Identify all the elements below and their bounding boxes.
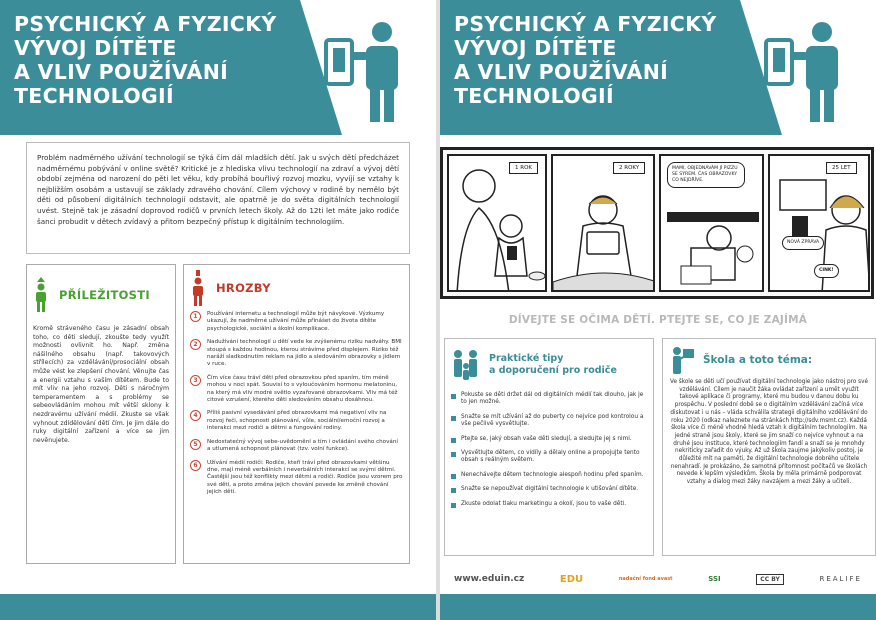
person-phone-icon	[760, 18, 860, 128]
opportunities-heading: PŘÍLEŽITOSTI	[59, 288, 150, 302]
logo-edu: EDU	[559, 573, 584, 585]
speech-bubble: MAMI, OBJEDNÁVÁM JÍ PIZZU SE SÝREM. ČAS OBRAZOVKY CO NEJDŘÍVE.	[667, 162, 745, 188]
website-link[interactable]: www.eduin.cz	[454, 574, 525, 584]
comic-illustration	[553, 156, 655, 292]
comic-illustration	[449, 156, 547, 292]
threat-item: 6 Užívání médií rodiči: Rodiče, kteří tráví před obrazovkami většinu dne, mají méně verbálních i neverbálních interakcí se svými dětmi. Častější jsou též konflikty mezi dětmi a rodiči. Rodiče jsou vzorem pro své děti, a proto změna jejich chování povede ke změně chování jejich dětí.	[190, 460, 403, 497]
left-page	[0, 0, 436, 620]
threat-item: 1 Používání internetu a technologií může být návykové. Výzkumy ukazují, že nadměrné užívání může přinášet do života dítěte psychologické, sociální a školní komplikace.	[190, 311, 403, 333]
threat-item: 5 Nedostatečný vývoj sebe-uvědomění a tím i ovládání svého chování a utlumená schopnost plánovat (tzv. volní funkce).	[190, 439, 403, 454]
bullet-icon	[451, 394, 456, 399]
left-footer-bar	[0, 594, 436, 620]
threat-item: 3 Čím více času tráví děti před obrazovkou před spaním, tím méně mohou v noci spát. Souvisí to s vyloučováním hormonu melatoninu, na který má vliv modré světlo vyzařované obrazovkami. Vliv má též citové vzrušení, kterého děti sledováním obsahu dosáhnou.	[190, 375, 403, 405]
teacher-icon	[669, 345, 695, 375]
cink-bubble: CINK!	[814, 264, 839, 278]
opportunities-text: Kromě stráveného času je zásadní obsah toho, co děti sledují, zkoušte tedy využít možnosti ovlivnit ho. Např. změna nášilného obsahu (např. takovových střílecích) za vzdělávání/prosociální obsah může vést ke zlepšení chování. Věnujte čas a energii vztahu s vaším dítětem. Bude to mít vliv na jeho rozvoj. Děti s náročným temperamentem a s problémy se sebeovládáním mohou mít větší sklony k nezdravému užívání médií. Zkuste se však vyhnout zdídělování dětí čím. Je jim dále do ruky digitální zařízení a více se jim nevěnujete.	[33, 325, 169, 444]
page-title: PSYCHICKÝ A FYZICKÝ VÝVOJ DÍTĚTE A VLIV POUŽÍVÁNÍ TECHNOLOGIÍ	[14, 12, 277, 108]
bullet-icon	[451, 488, 456, 493]
footer-logos	[440, 565, 876, 593]
school-box	[662, 338, 876, 556]
intro-text: Problém nadměrného užívání technologií se týká čím dál mladších dětí. Jak u svých dětí předcházet nadměrnému pobývání v online světě? Kritické je z hlediska vlivu technologií na zdraví a vývoj dětí období zejména od narození do pěti let věku, kdy probíhá bouřlivý rozvoj mozku, vyvíjí se vztahy k nejbližším osobám a ustavují se základy zdravého chování. Cílem výchovy v rodině by nemělo být děti od působení digitálních technologií odstavit, ale opatrně je do světa digitálních technologií uvést. Stejně tak je zásadní doprovod rodičů v prvních letech školy. Až do 12ti let máte jako rodiče šanci probudit v dětech zvídavý a přitom bezpečný přístup k digitálním technologiím.	[26, 142, 410, 254]
panel-label: 25 LET	[826, 162, 857, 174]
opportunities-box	[26, 264, 176, 564]
threat-item: 2 Nadužívání technologií u dětí vede ke zvýšenému riziku nadváhy. BMI stoupá s každou hodinou, kterou strávíme před displejem. Riziko též naráží sladkodnutím reklam na jídlo a sledováním obrazovky s jídlem v ruce.	[190, 339, 403, 369]
bullet-icon	[451, 416, 456, 421]
logo-avast: nadační fond avast	[618, 576, 673, 582]
school-text: Ve škole se děti učí používat digitální technologie jako nástroj pro své vzdělávání. Cílem je naučit žáka ovládat zařízení a umět využít takové aplikace či programy, které mu budou v danou dobu ku prospěchu. V poslední době se o digitálním vzdělávání začíná více diskutovat i u nás – vláda schválila strategii digitálního vzdělávání do roku 2020 (odkaz naleznete na stránkách http://sdv.msmt.cz). Každá škola více či méně vhodně hledá vztah k digitálním technologiím. Na jedné straně jsou školy, které se jim snaží co nejvíce vyhnout a na druhé jsou instituce, které technologiím fandí a snaží se je mnohdy nekriticky zařadit do výuky. Až už škola zaujme jakýkoliv postoj, je důležité mít na paměti, že digitální technologie dobrého učitele nenahradí. Je prokázáno, že samotná přítomnost počítačů ve školách nevede k lepším výsledkům. Škola by měla primárně podporovat vztahy a dialog mezi žáky navzájem a mezi žáky a učiteli.	[670, 379, 868, 486]
page-title-right: PSYCHICKÝ A FYZICKÝ VÝVOJ DÍTĚTE A VLIV POUŽÍVÁNÍ TECHNOLOGIÍ	[454, 12, 717, 108]
tip-item: Nenechávejte dětem technologie alespoň hodinu před spaním.	[451, 472, 647, 479]
bullet-icon	[451, 452, 456, 457]
logo-cc: CC BY	[756, 574, 784, 585]
tip-item: Vysvětlujte dětem, co vidíly a dělaly online a propojujte tento obsah s reálným světem.	[451, 450, 647, 465]
logo-realife: REALIFE	[819, 575, 862, 583]
threat-item: 4 Příliš pasivní vysedávání před obrazovkami má negativní vliv na rozvoj řeči, schopnosti plánování, vůle, sociální/emoční rozvoj a interakci mezi rodiči a dětmi a fungování rodiny.	[190, 410, 403, 432]
tip-item: Zkuste odolat tlaku marketingu a okolí, jsou to vaše děti.	[451, 501, 647, 508]
right-page	[440, 0, 876, 620]
threats-heading: HROZBY	[216, 281, 271, 295]
tagline: DÍVEJTE SE OČIMA DĚTÍ. PTEJTE SE, CO JE ZAJÍMÁ	[508, 314, 808, 326]
tip-item: Pokuste se děti držet dál od digitálních médií tak dlouho, jak je to jen možné.	[451, 392, 647, 407]
tip-item: Snažte se nepoužívat digitální technologie k utišování dítěte.	[451, 486, 647, 493]
comic-panel	[551, 154, 655, 292]
comic-strip	[440, 147, 874, 299]
family-icon	[451, 348, 481, 382]
tip-item: Snažte se mít užívání až do puberty co nejvíce pod kontrolou a vše pečlivě vysvětlujte.	[451, 414, 647, 429]
threats-box	[183, 264, 410, 564]
bullet-icon	[451, 474, 456, 479]
person-green-icon	[33, 277, 49, 313]
panel-label: 1 ROK	[509, 162, 538, 174]
school-heading: Škola a toto téma:	[703, 354, 813, 366]
logo-ssi: SSI	[708, 575, 721, 583]
comic-panel	[659, 154, 764, 292]
comic-panel	[768, 154, 870, 292]
bullet-icon	[451, 503, 456, 508]
phone-notification: NOVÁ ZPRÁVA	[782, 236, 824, 250]
tip-item: Ptejte se, jaký obsah vaše děti sledují, a sledujte jej s nimi.	[451, 436, 647, 443]
tips-heading: Praktické tipy a doporučení pro rodiče	[489, 353, 617, 376]
tips-box	[444, 338, 654, 556]
panel-label: 2 ROKY	[613, 162, 645, 174]
comic-panel	[447, 154, 547, 292]
person-phone-icon	[320, 18, 420, 128]
bullet-icon	[451, 438, 456, 443]
right-footer-bar	[440, 594, 876, 620]
person-red-icon	[190, 270, 206, 306]
